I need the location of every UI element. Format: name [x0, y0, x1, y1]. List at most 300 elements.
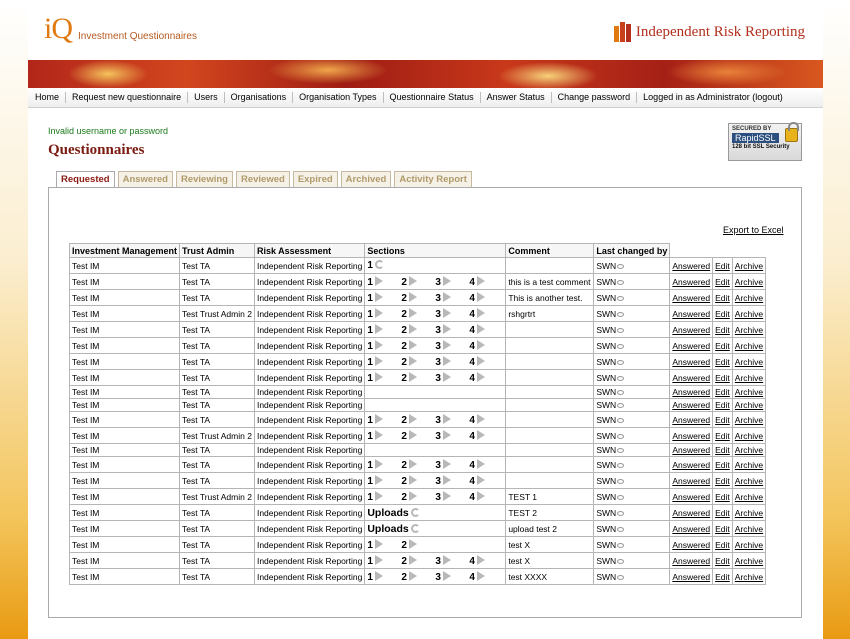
archive-link[interactable]: Archive [734, 539, 764, 550]
answered-link[interactable]: Answered [672, 387, 711, 397]
irr-bar [620, 22, 625, 42]
edit-link[interactable]: Edit [715, 340, 730, 351]
tab-answered[interactable]: Answered [118, 171, 173, 187]
last-changed-by-name: SWN [596, 387, 617, 397]
section-stage[interactable] [367, 324, 401, 336]
arrow-right-icon [409, 276, 417, 286]
section-number: 2 [401, 276, 407, 288]
cell-investment-management: Test IM [70, 569, 180, 585]
cell-action [670, 521, 713, 537]
section-stage[interactable] [469, 414, 503, 426]
cell-risk-assessment: Independent Risk Reporting [254, 354, 364, 370]
section-stage[interactable] [401, 372, 435, 384]
section-stage[interactable] [367, 539, 401, 551]
table-row [70, 521, 766, 537]
section-stage[interactable] [469, 459, 503, 471]
arrow-right-icon [477, 555, 485, 565]
column-header: Trust Admin [180, 244, 255, 258]
comment-bubble-icon[interactable] [617, 296, 624, 301]
comment-bubble-icon[interactable] [617, 360, 624, 365]
table-body [70, 258, 766, 585]
section-stage[interactable] [469, 324, 503, 336]
cell-action [732, 489, 765, 505]
comment-bubble-icon[interactable] [617, 403, 624, 408]
section-number: 3 [435, 372, 441, 384]
edit-link[interactable]: Edit [715, 491, 730, 502]
arrow-right-icon [375, 571, 383, 581]
cell-risk-assessment: Independent Risk Reporting [254, 258, 364, 274]
section-stage[interactable] [469, 340, 503, 352]
archive-link[interactable]: Archive [734, 292, 764, 303]
arrow-right-icon [477, 276, 485, 286]
archive-link[interactable]: Archive [734, 523, 764, 534]
cell-investment-management: Test IM [70, 274, 180, 290]
comment-bubble-icon[interactable] [617, 543, 624, 548]
nav-item[interactable]: Organisations [225, 92, 294, 103]
arrow-right-icon [375, 372, 383, 382]
cell-action [732, 505, 765, 521]
archive-link[interactable]: Archive [734, 324, 764, 335]
last-changed-by-name: SWN [596, 372, 617, 383]
archive-link[interactable]: Archive [734, 430, 764, 441]
cell-action [670, 553, 713, 569]
nav-item[interactable]: Change password [552, 92, 638, 103]
tab-requested[interactable]: Requested [56, 171, 115, 187]
column-header: Comment [506, 244, 594, 258]
arrow-right-icon [443, 372, 451, 382]
section-number: 4 [469, 308, 475, 320]
section-number: 3 [435, 356, 441, 368]
edit-link[interactable]: Edit [715, 260, 730, 271]
arrow-right-icon [443, 491, 451, 501]
answered-link[interactable]: Answered [672, 459, 711, 470]
section-number: 1 [367, 276, 373, 288]
page-title: Questionnaires [48, 142, 145, 158]
section-stage[interactable] [435, 459, 469, 471]
tab-reviewing[interactable]: Reviewing [176, 171, 233, 187]
archive-link[interactable]: Archive [734, 445, 764, 455]
section-stage[interactable] [401, 475, 435, 487]
cell-trust-admin: Test TA [180, 444, 255, 457]
arrow-right-icon [375, 539, 383, 549]
section-stage[interactable] [469, 292, 503, 304]
tab-reviewed[interactable]: Reviewed [236, 171, 290, 187]
section-stage[interactable] [367, 372, 401, 384]
cell-comment: TEST 1 [506, 489, 594, 505]
section-number: 2 [401, 292, 407, 304]
export-to-excel-link[interactable]: Export to Excel [723, 225, 784, 235]
cell-sections [365, 428, 506, 444]
nav-item[interactable]: Questionnaire Status [384, 92, 481, 103]
edit-link[interactable]: Edit [715, 276, 730, 287]
cell-risk-assessment: Independent Risk Reporting [254, 290, 364, 306]
comment-bubble-icon[interactable] [617, 527, 624, 532]
section-stage[interactable] [435, 555, 469, 567]
archive-link[interactable]: Archive [734, 459, 764, 470]
irr-text: Independent Risk Reporting [635, 23, 805, 40]
section-number: 1 [367, 571, 373, 583]
cell-sections [365, 444, 506, 457]
answered-link[interactable]: Answered [672, 507, 711, 518]
answered-link[interactable]: Answered [672, 340, 711, 351]
cell-comment [506, 322, 594, 338]
uploads-label: Uploads [367, 522, 409, 535]
table-row [70, 290, 766, 306]
table-row [70, 412, 766, 428]
nav-item[interactable]: Home [29, 92, 66, 103]
section-stage[interactable] [469, 430, 503, 442]
comment-bubble-icon[interactable] [617, 280, 624, 285]
section-stage[interactable] [367, 491, 401, 503]
cell-action [732, 338, 765, 354]
comment-bubble-icon[interactable] [617, 312, 624, 317]
edit-link[interactable]: Edit [715, 539, 730, 550]
section-stage[interactable] [469, 475, 503, 487]
page [28, 0, 823, 639]
answered-link[interactable]: Answered [672, 475, 711, 486]
cell-action [670, 306, 713, 322]
table-row [70, 457, 766, 473]
section-number: 3 [435, 276, 441, 288]
last-changed-by-name: SWN [596, 555, 617, 566]
answered-link[interactable]: Answered [672, 430, 711, 441]
arrow-right-icon [375, 324, 383, 334]
section-number: 1 [367, 340, 373, 352]
section-stage[interactable] [367, 276, 401, 288]
arrow-right-icon [443, 356, 451, 366]
section-stage[interactable] [367, 430, 401, 442]
arrow-right-icon [375, 308, 383, 318]
archive-link[interactable]: Archive [734, 400, 764, 410]
comment-bubble-icon[interactable] [617, 434, 624, 439]
section-stage[interactable] [367, 555, 401, 567]
cell-action [732, 399, 765, 412]
last-changed-by-name: SWN [596, 308, 617, 319]
section-stage[interactable] [401, 414, 435, 426]
answered-link[interactable]: Answered [672, 308, 711, 319]
arrow-right-icon [375, 475, 383, 485]
section-stage[interactable] [401, 459, 435, 471]
section-stage[interactable] [401, 430, 435, 442]
tab-expired[interactable]: Expired [293, 171, 338, 187]
arrow-right-icon [409, 430, 417, 440]
edit-link[interactable]: Edit [715, 356, 730, 367]
cell-sections [365, 521, 506, 537]
cell-trust-admin: Test TA [180, 521, 255, 537]
section-stage[interactable] [401, 292, 435, 304]
cell-last-changed-by [594, 553, 670, 569]
section-number: 1 [367, 555, 373, 567]
cell-last-changed-by [594, 473, 670, 489]
cell-sections [365, 274, 506, 290]
answered-link[interactable]: Answered [672, 555, 711, 566]
cell-comment: test XXXX [506, 569, 594, 585]
cell-risk-assessment: Independent Risk Reporting [254, 569, 364, 585]
last-changed-by-name: SWN [596, 475, 617, 486]
section-stage[interactable] [435, 324, 469, 336]
cell-action [713, 473, 733, 489]
table-row [70, 428, 766, 444]
comment-bubble-icon[interactable] [617, 559, 624, 564]
cell-risk-assessment: Independent Risk Reporting [254, 322, 364, 338]
edit-link[interactable]: Edit [715, 430, 730, 441]
cell-action [713, 569, 733, 585]
section-stage[interactable] [469, 308, 503, 320]
section-stage[interactable] [435, 414, 469, 426]
cell-action [713, 553, 733, 569]
cell-risk-assessment: Independent Risk Reporting [254, 537, 364, 553]
cell-last-changed-by [594, 489, 670, 505]
section-stage[interactable] [435, 308, 469, 320]
edit-link[interactable]: Edit [715, 507, 730, 518]
answered-link[interactable]: Answered [672, 414, 711, 425]
answered-link[interactable]: Answered [672, 400, 711, 410]
section-stage[interactable] [401, 356, 435, 368]
cell-investment-management: Test IM [70, 521, 180, 537]
section-number: 4 [469, 475, 475, 487]
comment-bubble-icon[interactable] [617, 511, 624, 516]
answered-link[interactable]: Answered [672, 571, 711, 582]
nav-item[interactable]: Logged in as Administrator (logout) [643, 92, 783, 102]
archive-link[interactable]: Archive [734, 507, 764, 518]
cell-last-changed-by [594, 444, 670, 457]
edit-link[interactable]: Edit [715, 414, 730, 425]
cell-trust-admin: Test TA [180, 412, 255, 428]
section-stage[interactable] [469, 356, 503, 368]
cell-action [732, 354, 765, 370]
section-stage[interactable] [469, 491, 503, 503]
section-stage[interactable] [367, 308, 401, 320]
uploads-stage[interactable] [367, 524, 419, 534]
section-number: 3 [435, 491, 441, 503]
section-stage[interactable] [401, 539, 435, 551]
refresh-icon [375, 260, 384, 269]
archive-link[interactable]: Archive [734, 372, 764, 383]
cell-comment [506, 399, 594, 412]
section-stage[interactable] [367, 414, 401, 426]
arrow-right-icon [477, 340, 485, 350]
answered-link[interactable]: Answered [672, 539, 711, 550]
cell-risk-assessment: Independent Risk Reporting [254, 306, 364, 322]
section-stage[interactable] [367, 571, 401, 583]
tab-activity-report[interactable]: Activity Report [394, 171, 472, 187]
cell-trust-admin: Test TA [180, 274, 255, 290]
section-number: 2 [401, 340, 407, 352]
section-stage[interactable] [435, 292, 469, 304]
comment-bubble-icon[interactable] [617, 463, 624, 468]
section-stage[interactable] [367, 260, 401, 271]
nav-item[interactable]: Request new questionnaire [66, 92, 188, 103]
cell-action [732, 473, 765, 489]
answered-link[interactable]: Answered [672, 260, 711, 271]
cell-last-changed-by [594, 258, 670, 274]
cell-investment-management: Test IM [70, 354, 180, 370]
comment-bubble-icon[interactable] [617, 344, 624, 349]
arrow-right-icon [477, 292, 485, 302]
edit-link[interactable]: Edit [715, 445, 730, 455]
edit-link[interactable]: Edit [715, 387, 730, 397]
arrow-right-icon [375, 459, 383, 469]
table-row [70, 444, 766, 457]
cell-risk-assessment: Independent Risk Reporting [254, 473, 364, 489]
nav-item[interactable]: Organisation Types [293, 92, 383, 103]
comment-bubble-icon[interactable] [617, 390, 624, 395]
nav-item[interactable]: Answer Status [481, 92, 552, 103]
cell-action [732, 457, 765, 473]
nav-item[interactable]: Users [188, 92, 225, 103]
edit-link[interactable]: Edit [715, 308, 730, 319]
table-row [70, 399, 766, 412]
archive-link[interactable]: Archive [734, 414, 764, 425]
section-stage[interactable] [401, 340, 435, 352]
edit-link[interactable]: Edit [715, 459, 730, 470]
section-number: 4 [469, 555, 475, 567]
section-stage[interactable] [469, 276, 503, 288]
section-stage[interactable] [435, 340, 469, 352]
comment-bubble-icon[interactable] [617, 575, 624, 580]
section-stage[interactable] [435, 571, 469, 583]
cell-action [670, 537, 713, 553]
section-stage[interactable] [469, 555, 503, 567]
cell-action [732, 306, 765, 322]
edit-link[interactable]: Edit [715, 324, 730, 335]
archive-link[interactable]: Archive [734, 555, 764, 566]
cell-trust-admin: Test TA [180, 457, 255, 473]
section-stage[interactable] [469, 372, 503, 384]
comment-bubble-icon[interactable] [617, 264, 624, 269]
section-stage[interactable] [401, 555, 435, 567]
answered-link[interactable]: Answered [672, 523, 711, 534]
section-number: 2 [401, 430, 407, 442]
cell-comment [506, 428, 594, 444]
cell-sections [365, 399, 506, 412]
section-stage[interactable] [367, 459, 401, 471]
section-stage[interactable] [367, 475, 401, 487]
section-stage[interactable] [401, 308, 435, 320]
edit-link[interactable]: Edit [715, 523, 730, 534]
answered-link[interactable]: Answered [672, 445, 711, 455]
answered-link[interactable]: Answered [672, 292, 711, 303]
section-stage[interactable] [469, 571, 503, 583]
section-stage[interactable] [435, 430, 469, 442]
arrow-right-icon [477, 356, 485, 366]
cell-comment: test X [506, 537, 594, 553]
irr-bar [614, 26, 619, 42]
section-number: 3 [435, 414, 441, 426]
cell-comment [506, 338, 594, 354]
cell-risk-assessment: Independent Risk Reporting [254, 412, 364, 428]
archive-link[interactable]: Archive [734, 475, 764, 486]
cell-comment: test X [506, 553, 594, 569]
table-header-row [70, 244, 766, 258]
arrow-right-icon [375, 430, 383, 440]
comment-bubble-icon[interactable] [617, 495, 624, 500]
section-stage[interactable] [435, 491, 469, 503]
section-stage[interactable] [401, 491, 435, 503]
cell-action [732, 412, 765, 428]
archive-link[interactable]: Archive [734, 260, 764, 271]
arrow-right-icon [409, 491, 417, 501]
edit-link[interactable]: Edit [715, 400, 730, 410]
cell-investment-management: Test IM [70, 322, 180, 338]
cell-action [732, 428, 765, 444]
edit-link[interactable]: Edit [715, 571, 730, 582]
answered-link[interactable]: Answered [672, 276, 711, 287]
archive-link[interactable]: Archive [734, 387, 764, 397]
section-stage[interactable] [435, 372, 469, 384]
archive-link[interactable]: Archive [734, 571, 764, 582]
section-stage[interactable] [401, 571, 435, 583]
edit-link[interactable]: Edit [715, 372, 730, 383]
answered-link[interactable]: Answered [672, 356, 711, 367]
edit-link[interactable]: Edit [715, 475, 730, 486]
section-number: 4 [469, 372, 475, 384]
comment-bubble-icon[interactable] [617, 479, 624, 484]
last-changed-by-name: SWN [596, 430, 617, 441]
archive-link[interactable]: Archive [734, 491, 764, 502]
cell-action [670, 399, 713, 412]
answered-link[interactable]: Answered [672, 491, 711, 502]
comment-bubble-icon[interactable] [617, 376, 624, 381]
answered-link[interactable]: Answered [672, 372, 711, 383]
table-row [70, 258, 766, 274]
archive-link[interactable]: Archive [734, 340, 764, 351]
cell-sections [365, 505, 506, 521]
irr-bar [626, 24, 631, 42]
comment-bubble-icon[interactable] [617, 418, 624, 423]
archive-link[interactable]: Archive [734, 308, 764, 319]
cell-investment-management: Test IM [70, 412, 180, 428]
answered-link[interactable]: Answered [672, 324, 711, 335]
uploads-stage[interactable] [367, 508, 419, 518]
cell-risk-assessment: Independent Risk Reporting [254, 428, 364, 444]
cell-action [670, 444, 713, 457]
section-stage[interactable] [367, 356, 401, 368]
edit-link[interactable]: Edit [715, 555, 730, 566]
cell-trust-admin: Test TA [180, 473, 255, 489]
cell-trust-admin: Test TA [180, 258, 255, 274]
ssl-badge[interactable] [728, 123, 802, 161]
arrow-right-icon [443, 430, 451, 440]
cell-investment-management: Test IM [70, 290, 180, 306]
archive-link[interactable]: Archive [734, 356, 764, 367]
arrow-right-icon [409, 571, 417, 581]
section-stage[interactable] [401, 324, 435, 336]
iq-logo[interactable] [44, 14, 197, 44]
cell-trust-admin: Test TA [180, 399, 255, 412]
section-stage[interactable] [435, 356, 469, 368]
arrow-right-icon [409, 308, 417, 318]
column-header: Last changed by [594, 244, 670, 258]
arrow-right-icon [477, 430, 485, 440]
section-stage[interactable] [401, 276, 435, 288]
section-stage[interactable] [367, 340, 401, 352]
section-stage[interactable] [435, 276, 469, 288]
cell-action [670, 370, 713, 386]
cell-comment [506, 444, 594, 457]
cell-action [732, 258, 765, 274]
tab-archived[interactable]: Archived [341, 171, 392, 187]
cell-comment: This is another test. [506, 290, 594, 306]
section-number: 4 [469, 430, 475, 442]
archive-link[interactable]: Archive [734, 276, 764, 287]
section-stage[interactable] [367, 292, 401, 304]
comment-bubble-icon[interactable] [617, 448, 624, 453]
section-stage[interactable] [435, 475, 469, 487]
comment-bubble-icon[interactable] [617, 328, 624, 333]
edit-link[interactable]: Edit [715, 292, 730, 303]
arrow-right-icon [443, 555, 451, 565]
